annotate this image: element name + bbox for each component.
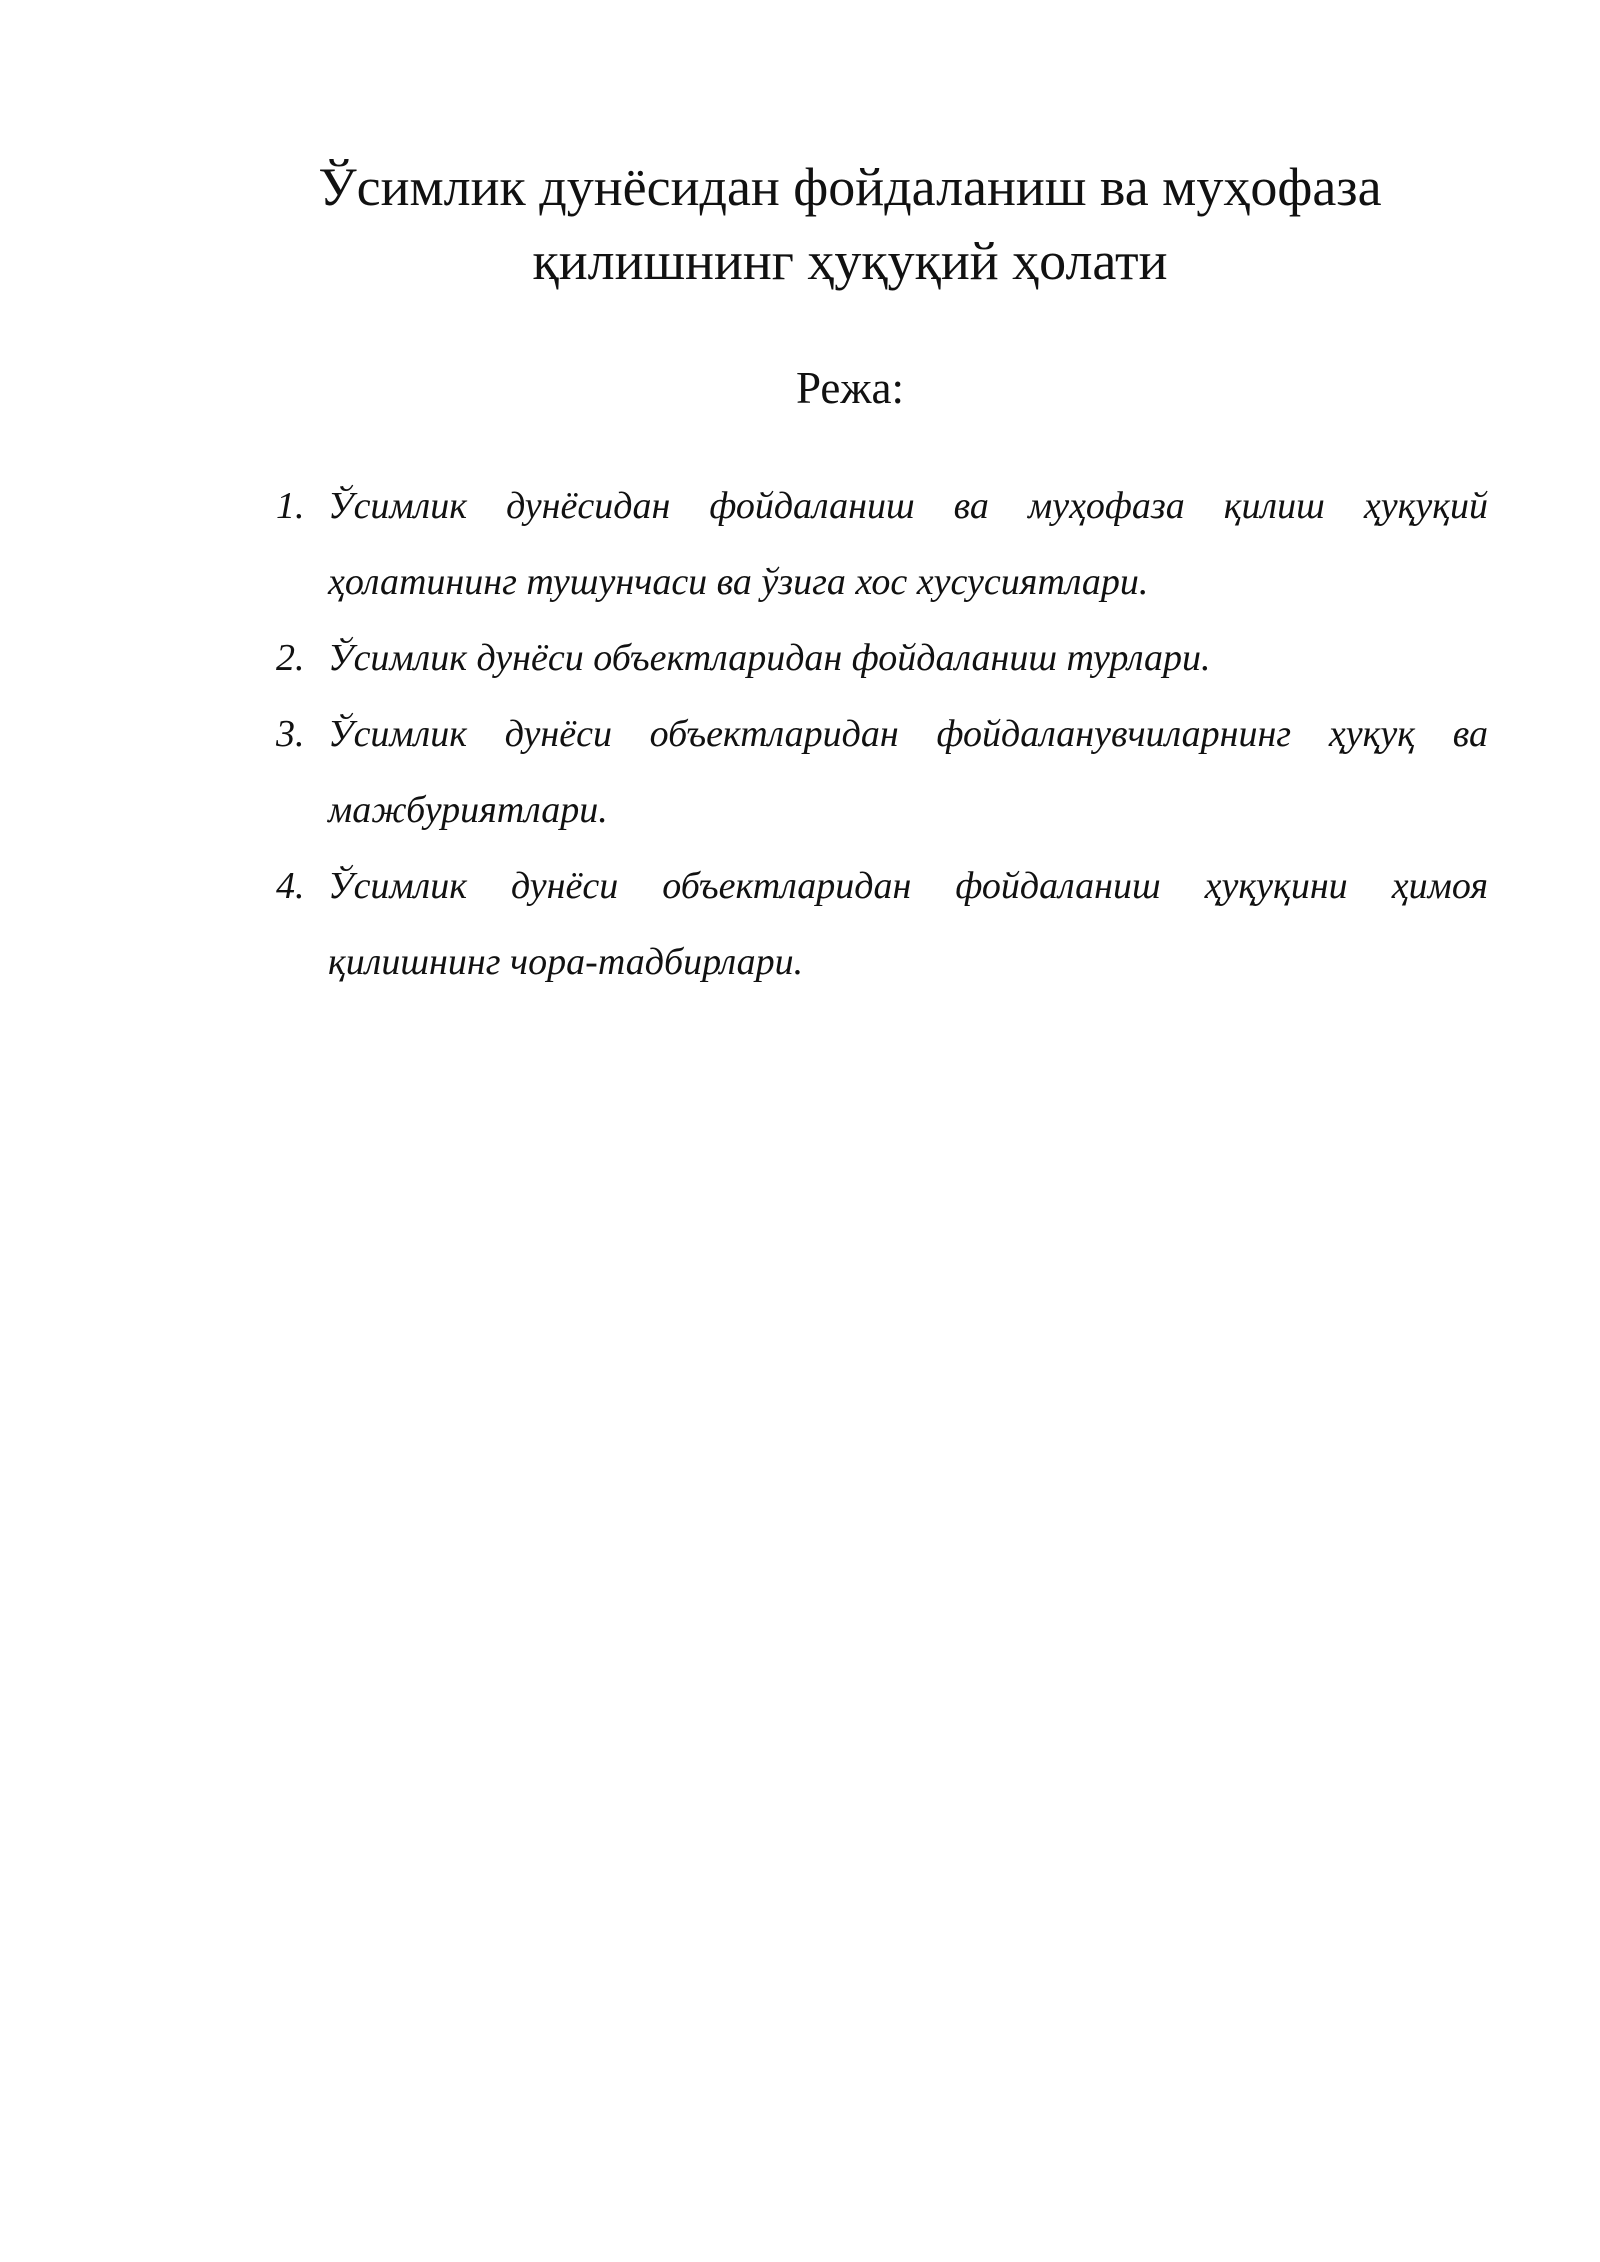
plan-item-4: [276, 848, 1488, 1000]
plan-item-text: Ўсимлик дунёси объектларидан фойдаланувчиларнинг ҳуқуқ ва мажбуриятлари.: [328, 713, 1488, 831]
plan-item-number: 2.: [276, 637, 305, 679]
plan-item-number: 3.: [276, 713, 305, 755]
plan-item-number: 1.: [276, 485, 305, 527]
plan-item-3: [276, 696, 1488, 848]
plan-item-1: [276, 468, 1488, 620]
title-line-2: қилишнинг ҳуқуқий ҳолати: [532, 231, 1168, 291]
plan-item-text: Ўсимлик дунёсидан фойдаланиш ва муҳофаза қилиш ҳуқуқий ҳолатининг тушунчаси ва ўзига хос хусусиятлари.: [328, 485, 1488, 603]
plan-item-2: [276, 620, 1488, 696]
plan-item-text: Ўсимлик дунёси объектларидан фойдаланиш ҳуқуқини ҳимоя қилишнинг чора-тадбирлари.: [328, 865, 1488, 983]
plan-list: [276, 468, 1488, 1000]
title-line-1: Ўсимлик дунёсидан фойдаланиш ва муҳофаза: [318, 157, 1382, 217]
plan-item-number: 4.: [276, 865, 305, 907]
document-title: [200, 150, 1500, 298]
plan-item-text: Ўсимлик дунёси объектларидан фойдаланиш турлари.: [328, 637, 1211, 679]
plan-heading: Режа:: [796, 363, 904, 413]
